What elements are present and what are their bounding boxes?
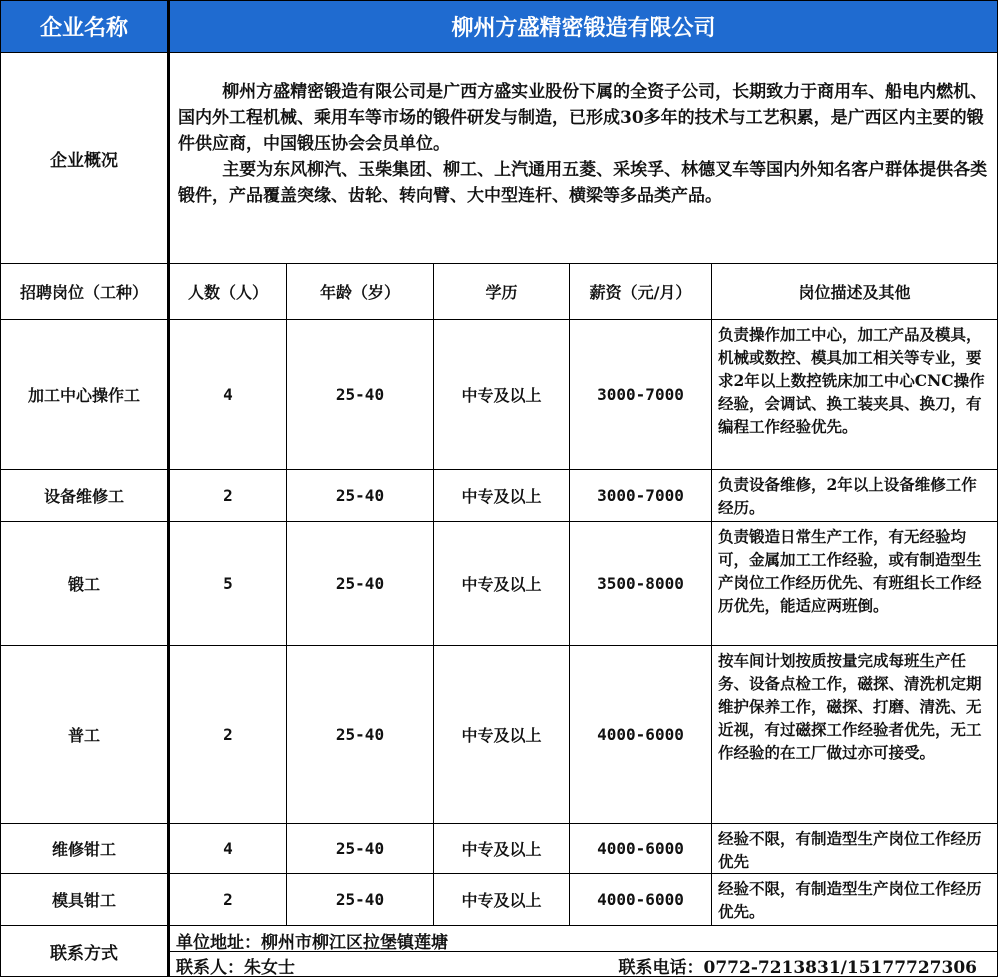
overview-label: 企业概况 — [0, 53, 170, 264]
contact-label: 联系方式 — [0, 926, 170, 977]
table-row-age: 25-40 — [287, 874, 434, 926]
table-row-age: 25-40 — [287, 646, 434, 824]
col-header-age: 年龄（岁） — [287, 264, 434, 320]
contact-phone: 联系电话：0772-7213831/15177727306 — [618, 958, 977, 978]
table-row-salary: 4000-6000 — [570, 824, 712, 874]
table-row-description: 负责操作加工中心，加工产品及模具，机械或数控、模具加工相关等专业，要求2年以上数控铣床加工中心CNC操作经验，会调试、换工装夹具、换刀，有编程工作经验优先。 — [712, 320, 998, 470]
table-row-salary: 4000-6000 — [570, 874, 712, 926]
table-row-count: 2 — [170, 874, 287, 926]
table-row-position: 维修钳工 — [0, 824, 170, 874]
table-row-education: 中专及以上 — [434, 470, 570, 522]
table-row-education: 中专及以上 — [434, 824, 570, 874]
contact-divider — [170, 951, 997, 952]
table-row-description: 经验不限，有制造型生产岗位工作经历优先 — [712, 824, 998, 874]
contact-person: 联系人：朱女士 — [176, 958, 295, 978]
table-row-position: 加工中心操作工 — [0, 320, 170, 470]
table-row-age: 25-40 — [287, 824, 434, 874]
table-row-description: 按车间计划按质按量完成每班生产任务、设备点检工作，磁探、清洗机定期维护保养工作，磁探、打磨、清洗、无近视，有过磁探工作经验者优先，无工作经验的在工厂做过亦可接受。 — [712, 646, 998, 824]
col-header-position: 招聘岗位（工种） — [0, 264, 170, 320]
table-row-position: 锻工 — [0, 522, 170, 646]
table-row-description: 负责锻造日常生产工作，有无经验均可，金属加工工作经验，或有制造型生产岗位工作经历优先、有班组长工作经历优先，能适应两班倒。 — [712, 522, 998, 646]
overview-paragraph: 主要为东风柳汽、玉柴集团、柳工、上汽通用五菱、采埃孚、林德叉车等国内外知名客户群体提供各类锻件，产品覆盖突缘、齿轮、转向臂、大中型连杆、横梁等多品类产品。 — [178, 160, 988, 206]
col-header-education: 学历 — [434, 264, 570, 320]
table-row-salary: 4000-6000 — [570, 646, 712, 824]
table-row-age: 25-40 — [287, 470, 434, 522]
table-row-description: 经验不限，有制造型生产岗位工作经历优先。 — [712, 874, 998, 926]
col-header-count: 人数（人） — [170, 264, 287, 320]
table-row-age: 25-40 — [287, 320, 434, 470]
table-row-description: 负责设备维修，2年以上设备维修工作经历。 — [712, 470, 998, 522]
table-row-count: 5 — [170, 522, 287, 646]
table-row-salary: 3000-7000 — [570, 320, 712, 470]
company-overview — [170, 53, 998, 264]
col-header-description: 岗位描述及其他 — [712, 264, 998, 320]
table-row-education: 中专及以上 — [434, 320, 570, 470]
table-row-count: 4 — [170, 320, 287, 470]
table-row-salary: 3500-8000 — [570, 522, 712, 646]
col-header-salary: 薪资（元/月） — [570, 264, 712, 320]
table-row-count: 2 — [170, 470, 287, 522]
table-row-count: 4 — [170, 824, 287, 874]
table-row-age: 25-40 — [287, 522, 434, 646]
table-row-position: 设备维修工 — [0, 470, 170, 522]
table-row-position: 模具钳工 — [0, 874, 170, 926]
table-row-salary: 3000-7000 — [570, 470, 712, 522]
company-name-label: 企业名称 — [0, 0, 170, 53]
table-row-position: 普工 — [0, 646, 170, 824]
overview-paragraph: 柳州方盛精密锻造有限公司是广西方盛实业股份下属的全资子公司，长期致力于商用车、船电内燃机、国内外工程机械、乘用车等市场的锻件研发与制造，已形成30多年的技术与工艺积累，是广西区内主要的锻件供应商，中国锻压协会会员单位。 — [178, 82, 988, 154]
company-name: 柳州方盛精密锻造有限公司 — [170, 0, 998, 53]
table-row-education: 中专及以上 — [434, 874, 570, 926]
table-row-count: 2 — [170, 646, 287, 824]
contact-address: 单位地址：柳州市柳江区拉堡镇莲塘 — [176, 933, 448, 953]
table-row-education: 中专及以上 — [434, 646, 570, 824]
contact-info — [170, 926, 998, 977]
table-row-education: 中专及以上 — [434, 522, 570, 646]
